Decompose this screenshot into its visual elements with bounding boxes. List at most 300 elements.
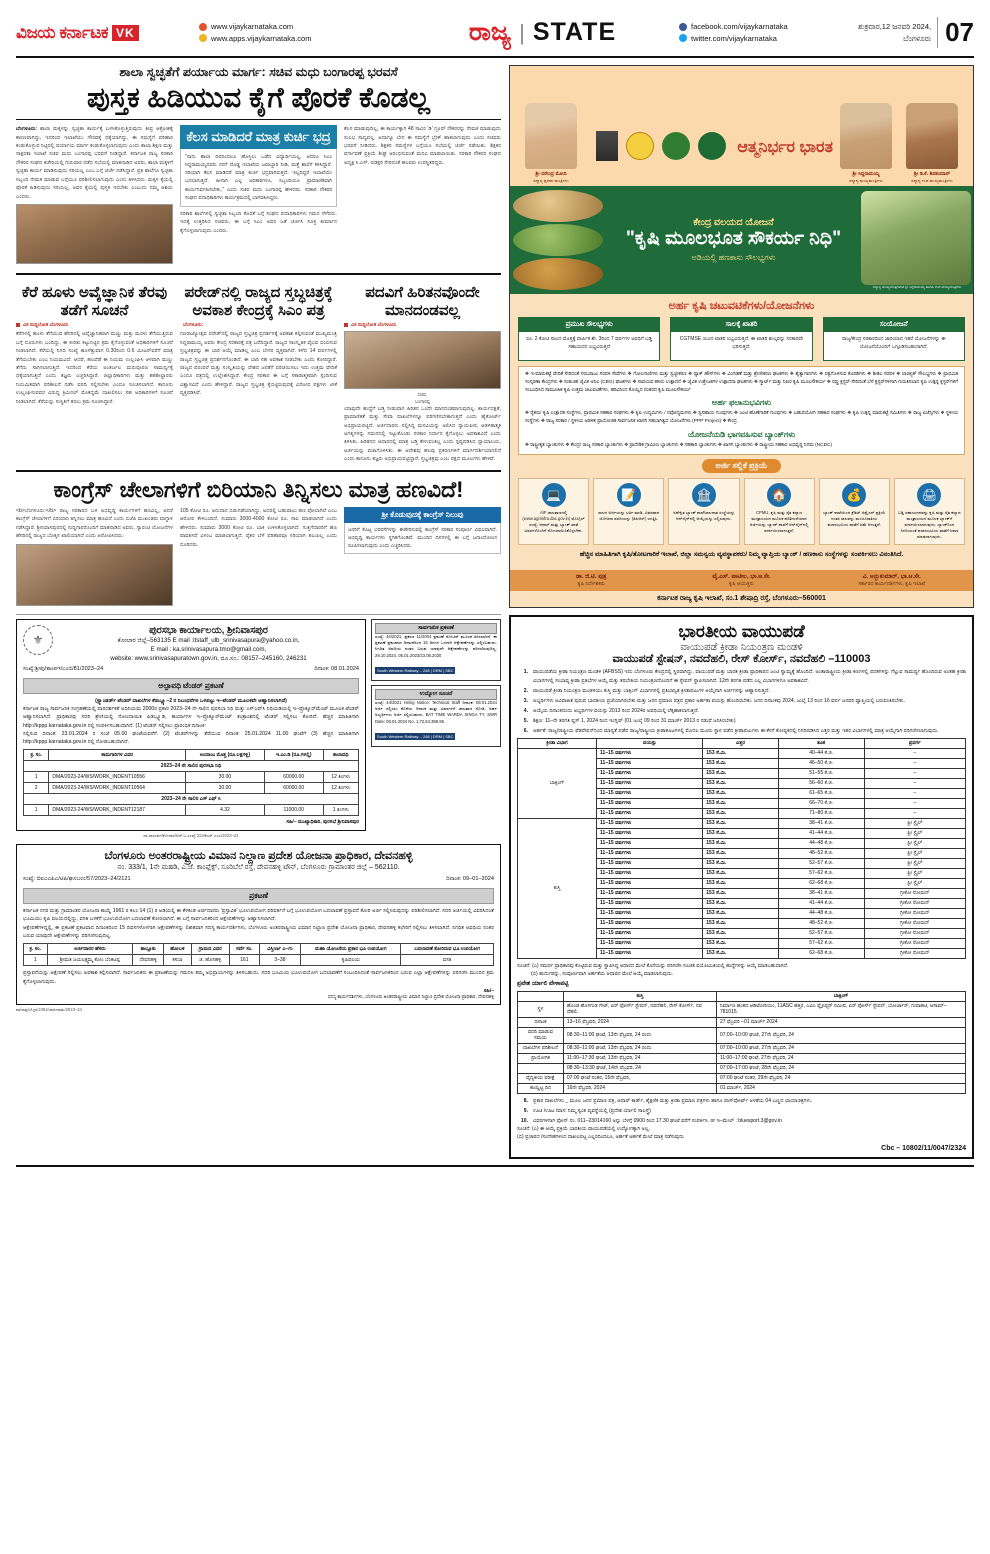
table-row: [518, 1001, 966, 1017]
airforce-subtitle-1: ವಾಯುಪಡೆ ಕ್ರೀಡಾ ನಿಯಂತ್ರಣ ಮಂಡಳಿ: [680, 642, 803, 654]
apps-url: www.apps.vijaykarnataka.com: [211, 33, 312, 43]
table-group-label: 2023–24 ನೇ ಸಾಲಿನ ಪುರಸಭಾ ನಿಧಿ: [24, 761, 359, 772]
leader-0-photo: [525, 103, 577, 169]
table-cell: 60000.00: [264, 783, 323, 794]
table-cell: ಪ್ರಾಯೋಗಿಕ: [518, 1053, 564, 1063]
airforce-subtitle-2: ವಾಯುಪಡೆ ಸ್ಟೇಷನ್, ನವದೆಹಲಿ, ರೇಸ್ ಕೋರ್ಸ್, ನವದೆಹಲಿ –110003: [612, 653, 871, 666]
ad-cm-photo: [861, 191, 971, 285]
table-cell: ಫ್ರೀ ಸ್ಟೈಲ್: [864, 848, 965, 858]
scheme-title: "ಕೃಷಿ ಮೂಲಭೂತ ಸೌಕರ್ಯ ನಿಧಿ": [625, 228, 842, 250]
table-row: [24, 955, 494, 966]
banks-head: ಯೋಜನೆಯಡಿ ಭಾಗವಹಿಸುವ ಬ್ಯಾಂಕ್‌ಗಳು: [687, 429, 796, 439]
airforce-points: [517, 668, 966, 734]
publication-logo[interactable]: [16, 23, 191, 43]
table-cell: 11–15 ವರ್ಷಗಳು: [597, 758, 703, 768]
sport-category-cell: ಬಾಕ್ಸಿಂಗ್: [518, 748, 597, 818]
story5-col-3: [344, 507, 501, 609]
bullet-icon: [16, 323, 20, 327]
table-cell: ಗ್ರೀಕೋ ರೋಮನ್: [864, 918, 965, 928]
table-cell: 11–15 ವರ್ಷಗಳು: [597, 878, 703, 888]
lead-story-headline: ಪುಸ್ತಕ ಹಿಡಿಯುವ ಕೈಗೆ ಪೊರಕೆ ಕೊಡಲ್ಲ: [16, 82, 501, 120]
website-links: [191, 21, 406, 44]
table-cell: DMA/2023-24/WS/WORK_INDENT12187: [49, 805, 186, 816]
table-cell: ಫ್ರೀ ಸ್ಟೈಲ್: [864, 818, 965, 828]
leader-1-name: ಶ್ರೀ ಸಿದ್ದರಾಮಯ್ಯ: [852, 171, 880, 178]
officer-2-designation: ಸರ್ಕಾರದ ಕಾರ್ಯದರ್ಶಿಗಳು, ಕೃಷಿ ಇಲಾಖೆ: [858, 581, 926, 588]
process-step-5-text: ಬಡ್ಡಿ ಸಹಾಯಧನವನ್ನು ಕೃಷಿ ಮತ್ತು ರೈತ ಕಲ್ಯಾಣ ಮಂತ್ರಾಲಯದ ಮೂಲಕ ಬ್ಯಾಂಕ್‌ಗೆ ವರ್ಗಾಯಿಸಲಾಗುವುದು. ಬ್ಯಾಂಕ್‌ನಿಂದ ನಿಗದಿಯಂತೆ ಫಲಾನುಭವಿಯ ಖಾತೆಗೆ ಜಮಾ ಮಾಡಲಾಗುವುದು.: [898, 509, 961, 539]
story3-text: ಗಣರಾಜ್ಯೋತ್ಸವ ಪರೇಡ್‌ನಲ್ಲಿ ರಾಜ್ಯದ ಸ್ತಬ್ಧಚಿತ್ರ ಪ್ರದರ್ಶನಕ್ಕೆ ಅವಕಾಶ ಕಲ್ಪಿಸುವಂತೆ ಮುಖ್ಯಮಂತ್ರಿ ಸಿದ್ದರಾಮಯ್ಯ ಅವರು ಕೇಂದ್ರ ಸರಕಾರಕ್ಕೆ ಪತ್ರ ಬರೆದಿದ್ದಾರೆ. ರಾಜ್ಯದ ಸಾಂಸ್ಕೃತಿಕ ವೈಭವ ಬಿಂಬಿಸುವ ಸ್ತಬ್ಧಚಿತ್ರವನ್ನು ಈ ಬಾರಿ ಆಯ್ಕೆ ಮಾಡಿಲ್ಲ ಎಂಬ ಬೇಸರ ವ್ಯಕ್ತವಾಗಿದೆ. ಕಳೆದ 14 ವರ್ಷಗಳಲ್ಲಿ ರಾಜ್ಯದ ಸ್ತಬ್ಧಚಿತ್ರ ಪ್ರದರ್ಶನಗೊಂಡಿದೆ. ಈ ಬಾರಿ ಸಹ ಅವಕಾಶ ನೀಡಬೇಕು ಎಂದು ಕೋರಿದ್ದಾರೆ. ರಾಜ್ಯದ ಪರಂಪರೆ ಮತ್ತು ಸಂಸ್ಕೃತಿಯನ್ನು ದೇಶದ ಜನತೆಗೆ ಪರಿಚಯಿಸಲು ಇದು ಉತ್ತಮ ವೇದಿಕೆ ಎಂದೂ ಪತ್ರದಲ್ಲಿ ಉಲ್ಲೇಖಿಸಿದ್ದಾರೆ. ಕೇಂದ್ರ ಸರಕಾರ ಈ ಬಗ್ಗೆ ಸಕಾರಾತ್ಮಕವಾಗಿ ಸ್ಪಂದಿಸುವ ವಿಶ್ವಾಸವಿದೆ ಎಂದು ಹೇಳಿದ್ದಾರೆ. ರಾಜ್ಯದ ಸ್ತಬ್ಧಚಿತ್ರ ಕೈಬಿಟ್ಟಿರುವುದಕ್ಕೆ ವಿರೋಧ ಪಕ್ಷಗಳು ಟೀಕೆ ವ್ಯಕ್ತಪಡಿಸಿವೆ.: [180, 331, 337, 397]
table-row: [24, 783, 359, 794]
ad-cm-photo-wrap: [861, 191, 973, 290]
section-title-english: STATE: [532, 18, 617, 46]
table-cell: –: [864, 748, 965, 758]
table-cell: 153 ಸೆ.ಮಿ.: [703, 928, 778, 938]
facebook-link[interactable]: [679, 21, 854, 33]
table-cell: 08:30–11:00 ಘಂಟೆ, 13ನೇ ಫೆಬ್ರವರಿ, 24 ರಂದು: [563, 1027, 716, 1043]
table-cell: ಹೊಂಡ ಹೊಸಗುಡ ಗೇಟ್, ಏರ್ ಫೋರ್ಸ್ ಸ್ಟೇಷನ್, ನವದೆಹಲಿ, ರೇಸ್ ಕೋರ್ಸ್, ನವ ದೆಹಲಿ.: [563, 1001, 716, 1017]
website-link-main[interactable]: [199, 21, 406, 33]
table-cell: 153 ಸೆ.ಮಿ.: [703, 918, 778, 928]
minister-photo: [16, 204, 173, 264]
story4-photo: [344, 331, 501, 389]
table-row: [518, 1017, 966, 1027]
tender-header: [23, 625, 359, 664]
table-cell: 40–44 ಕೆ.ಜಿ.: [778, 748, 864, 758]
table-cell: 41–44 ಕೆ.ಜಿ.: [778, 898, 864, 908]
table-cell: ಫ್ರೀ ಸ್ಟೈಲ್: [864, 878, 965, 888]
table-cell: 11–15 ವರ್ಷಗಳು: [597, 828, 703, 838]
table-cell: ಗ್ರೀಕೋ ರೋಮನ್: [864, 938, 965, 948]
airforce-trial-title: ಪ್ರವೇಶ ರ್ಯಾಲಿ ವೇಳಾಪಟ್ಟಿ: [517, 980, 569, 987]
table-cell: 11–15 ವರ್ಷಗಳು: [597, 898, 703, 908]
facebook-icon: [679, 23, 687, 31]
bullet-icon: [344, 323, 348, 327]
table-cell: 57–62 ಕೆ.ಜಿ.: [778, 868, 864, 878]
twitter-url: twitter.com/vijaykarnataka: [691, 33, 777, 43]
table-cell: 44–48 ಕೆ.ಜಿ.: [778, 908, 864, 918]
leader-0-designation: ಸನ್ಮಾನ್ಯ ಪ್ರಧಾನ ಮಂತ್ರಿಗಳು: [533, 177, 569, 183]
table-header-cell: ಕ್ರ. ಸಂ.: [24, 750, 49, 761]
af-table2-body: [518, 1001, 966, 1093]
table-cell: 153 ಸೆ.ಮಿ.: [703, 848, 778, 858]
ad-details-band: [510, 294, 973, 570]
table-cell: 52–57 ಕೆ.ಜಿ.: [778, 858, 864, 868]
airforce-eligibility-table: [517, 738, 966, 959]
table-group-row: [24, 761, 359, 772]
airport-body-2: ಆಕ್ಷೇಪಣೆಗಳಿದ್ದಲ್ಲಿ, ಈ ಪ್ರಕಟಣೆ ಪ್ರಕಟವಾದ ದಿನಾಂಕದಿಂದ 15 ದಿವಸಗಳೊಳಗಾಗಿ ಆಕ್ಷೇಪಣೆಗಳನ್ನು ಲಿಖಿತವಾಗಿ ಸದಸ್ಯ ಕಾರ್ಯದರ್ಶಿಗಳು, ಬೆಂಗಳೂರು ಅಂತರರಾಷ್ಟ್ರೀಯ ವಿಮಾನ ನಿಲ್ದಾಣ ಪ್ರದೇಶ ಯೋಜನಾ ಪ್ರಾಧಿಕಾರ, ದೇವನಹಳ್ಳಿ ಕಛೇರಿಗೆ ಸಲ್ಲಿಸಲು ತಿಳಿಸಲಾಗಿದೆ. ನಿಗಧಿತ ಅವಧಿಯ ನಂತರ ಬರುವ ಯಾವುದೇ ಆಕ್ಷೇಪಣೆಗಳನ್ನು ಪರಿಗಣಿಸುವುದಿಲ್ಲ.: [23, 924, 494, 939]
story3-byline: ಬೆಂಗಳೂರು:: [183, 322, 204, 329]
table-cell: 61–65 ಕೆ.ಜಿ.: [778, 788, 864, 798]
money-bag-icon: 💰: [842, 483, 866, 507]
table-group-row: [24, 794, 359, 805]
ad-photo-3: [513, 258, 603, 290]
table-header-cell: ತಾಲ್ಲೂಕು: [133, 944, 164, 955]
tender-band-title: ಅಲ್ಪಾವಧಿ ಟೆಂಡರ್ ಪ್ರಕಟಣೆ: [23, 678, 359, 694]
story5-col1-text: <b>ಬೆಂಗಳೂರು:</b> ರಾಜ್ಯ ಸರಕಾರದ ಬಳಿ ಅಭಿವೃದ್ಧಿ ಕಾರ್ಯಗಳಿಗೆ ಹಣವಿಲ್ಲ, ಆದರೆ ಕಾಂಗ್ರೆಸ್ ಚೇಲಾಗಳಿಗೆ ಬಿರಿಯಾನಿ ತಿನ್ನಿಸಲು ಮಾತ್ರ ಹಣವಿದೆ ಎಂದು ಬಿಜೆಪಿ ಮುಖಂಡರು ವಾಗ್ದಾಳಿ ನಡೆಸಿದ್ದಾರೆ. ಶ್ರೀನಿವಾಸಪುರದಲ್ಲಿ ಸುದ್ದಿಗಾರರೊಂದಿಗೆ ಮಾತನಾಡಿದ ಅವರು, ಗ್ಯಾರಂಟಿ ಯೋಜನೆಗಳ ಹೆಸರಿನಲ್ಲಿ ರಾಜ್ಯದ ಬೊಕ್ಕಸ ಖಾಲಿಯಾಗಿದೆ ಎಂದು ಆರೋಪಿಸಿದರು.: [16, 507, 173, 540]
ad-contact-note: ಹೆಚ್ಚಿನ ಮಾಹಿತಿಗಾಗಿ ಕೃಷಿ/ತೋಟಗಾರಿಕೆ ಇಲಾಖೆ, ಜಿಲ್ಲಾ ಸಮನ್ವಯ ವ್ಯವಸ್ಥಾಪಕರು/ ನಿಮ್ಮ ವ್ಯಾಪ್ತಿಯ ಬ್ಯಾಂಕ್ / ಹಣಕಾಸು ಸಂಸ್ಥೆಗಳನ್ನು ಸಂಪರ್ಕಿಸಲು ವಿನಂತಿಸಿದೆ.: [579, 551, 904, 559]
table-cell: 11–15 ವರ್ಷಗಳು: [597, 928, 703, 938]
table-cell: 4.32: [186, 805, 265, 816]
table-cell: 66–70 ಕೆ.ಜಿ.: [778, 798, 864, 808]
table-cell: 62–68 ಕೆ.ಜಿ.: [778, 878, 864, 888]
table-cell: 51–55 ಕೆ.ಜಿ.: [778, 768, 864, 778]
section-divider: |: [519, 19, 525, 45]
notices-row: [16, 619, 501, 839]
table-cell: ಕೃಷಿವಲಯ: [301, 955, 401, 966]
story2: [16, 280, 173, 464]
leader-2-name: ಶ್ರೀ ಡಿ.ಕೆ. ಶಿವಕುಮಾರ್: [913, 171, 951, 178]
table-cell: –: [864, 758, 965, 768]
airforce-points-2: [517, 1097, 966, 1125]
story4-headline: ಪದವಿಗೆ ಹಿರಿತನವೊಂದೇ ಮಾನದಂಡವಲ್ಲ: [365, 283, 480, 319]
ad-scheme-band: [510, 186, 973, 294]
table-cell: 30.00: [186, 783, 265, 794]
table-cell: 153 ಸೆ.ಮಿ.: [703, 798, 778, 808]
table-cell: ವೈದ್ಯಕೀಯ ಪರೀಕ್ಷೆ: [518, 1073, 564, 1083]
benefit-hex-0-head: ಪ್ರಮುಖ ಸೌಲಭ್ಯಗಳು: [519, 318, 659, 332]
airport-table-header-row: [24, 944, 494, 955]
table-cell: 153 ಸೆ.ಮಿ.: [703, 748, 778, 758]
airport-sign: ಸಹಿ/–: [483, 987, 494, 994]
left-column: [16, 65, 501, 1159]
ad-emblems: [584, 131, 737, 183]
table-row: [518, 1083, 966, 1093]
airforce-point-1: 2. ವಾಯುಪಡೆ ಕ್ರೀಡಾ ನಿಯಂತ್ರಣ ಮಂಡಳಿಯು ಕುಸ್ತಿ ಮತ್ತು ಬಾಕ್ಸಿಂಗ್ ವಿಭಾಗಗಳಲ್ಲಿ ಪ್ರತಿಭಾನ್ವಿತ ಕ್ರೀಡಾಪಟುಗಳ ಆಯ್ಕೆಗಾಗಿ ಅರ್ಜಿಗಳನ್ನು ಆಹ್ವಾನಿಸುತ್ತದೆ.: [523, 687, 770, 694]
table-header-cell: ಎತ್ತರ: [703, 738, 778, 748]
table-cell: 12 ತಿಂಗಳು: [323, 772, 358, 783]
logo-badge: VK: [112, 25, 139, 41]
social-links: [679, 21, 854, 44]
table-cell: 11–15 ವರ್ಷಗಳು: [597, 848, 703, 858]
sport-category-cell: ಕುಸ್ತಿ: [518, 818, 597, 958]
table-cell: 153 ಸೆ.ಮಿ.: [703, 948, 778, 958]
table-cell: 153 ಸೆ.ಮಿ.: [703, 878, 778, 888]
ad-photo-caption: ಸನ್ಮಾನ್ಯ ಮುಖ್ಯಮಂತ್ರಿಗಳಾದ ಶ್ರೀ ಸಿದ್ದರಾಮಯ್ಯ ಹಾಗೂ ಉಪ ಮುಖ್ಯಮಂತ್ರಿಗಳು: [872, 284, 962, 289]
municipal-tender-notice: [16, 619, 366, 839]
benefit-hex-0-body: ರೂ. 2 ಕೋಟಿ ಸಾಲದ ಮೊತ್ತಕ್ಕೆ ವಾರ್ಷಿಕ ಶೇ. 3ರಿಂದ 7 ವರ್ಷಗಳ ಅವಧಿಗೆ ಬಡ್ಡಿ ಸಹಾಯಧನ ಲಭ್ಯವಿರುತ್ತದೆ: [526, 336, 653, 350]
table-cell: 1: [24, 772, 49, 783]
table-cell: 11–15 ವರ್ಷಗಳು: [597, 948, 703, 958]
table-cell: ಫ್ರೀ ಸ್ಟೈಲ್: [864, 828, 965, 838]
divider: [16, 273, 501, 275]
table-cell: 1: [24, 955, 48, 966]
table-cell: 38–41 ಕೆ.ಜಿ.: [778, 888, 864, 898]
table-header-cell: ಕಾಲಾವಧಿ: [323, 750, 358, 761]
table-cell: 11–15 ವರ್ಷಗಳು: [597, 938, 703, 948]
tender-signoff: ಸಹಿ/– ಮುಖ್ಯಾಧಿಕಾರಿ, ಪುರಸಭೆ ಶ್ರೀನಿವಾಸಪುರ: [286, 819, 359, 826]
table-cell: 153 ಸೆ.ಮಿ.: [703, 788, 778, 798]
section-title: [406, 18, 679, 47]
table-cell: 153 ಸೆ.ಮಿ.: [703, 908, 778, 918]
table-cell: ದಾಖಲೆಗಳ ಪರಿಶೀಲನೆ: [518, 1043, 564, 1053]
officer-2-name: ವಿ. ಅನ್ಬುಕುಮಾರ್, ಭಾ.ಆ.ಸೇ.: [862, 574, 921, 581]
divider-2: [16, 470, 501, 472]
table-header-cell: ವಯಸ್ಸು: [597, 738, 703, 748]
tender-contact-3: website: www.srinivasapuratown.gov.in, ದೂ.ಸಂ.: 08157–245160, 246231: [110, 655, 307, 663]
date-page-block: [854, 17, 974, 48]
table-cell: 07:00–10:00 ಘಂಟೆ, 27ನೇ ಫೆಬ್ರವರಿ, 24: [716, 1043, 965, 1053]
globe-icon: [199, 23, 207, 31]
story5-box: [344, 523, 501, 554]
table-cell: ವಸತಿ: [401, 955, 494, 966]
table-row: [518, 818, 966, 828]
officer-1-designation: ಕೃಷಿ ಆಯುಕ್ತರು: [728, 581, 755, 588]
ad-photo-1: [513, 190, 603, 222]
eligible-activities-title: ಅರ್ಹ ಕೃಷಿ ಚಟುವಟಿಕೆಗಳು/ಯೋಜನೆಗಳು: [668, 300, 815, 312]
table-cell: 11–15 ವರ್ಷಗಳು: [597, 808, 703, 818]
website-link-apps[interactable]: [199, 33, 406, 45]
lead-story-columns: [16, 125, 501, 267]
table-cell: 153 ಸೆ.ಮಿ.: [703, 768, 778, 778]
activities-text: ❖ ಇ-ಮಾರುಕಟ್ಟೆ ವೇದಿಕೆ ಸೇರಿದಂತೆ ಸರಬರಾಜು ಸರಪಳಿ ಸೇವೆಗಳು ❖ ಗೋಲಗಾಣಿಗಳು ಮತ್ತು ಸ್ವಚ್ಛೀಕರಣ ❖ ಪ್ಯಾಕ್ ಹೌಸ್‌ಗಳು ❖ ವಿಂಗಡಣೆ ಮತ್ತು ಶ್ರೇಣೀಕರಣ ಘಟಕಗಳು ❖ ಶೈತ್ಯಾಗಾರಗಳು ❖ ಪಕ್ವಗೊಳಿಸುವ ಕೊಠಡಿಗಳು ❖ ಶೀತಲ ಸರಪಳಿ ❖ ಲಾಜಿಸ್ಟಿಕ್ ಸೌಲಭ್ಯಗಳು ❖ ಪ್ರಾಥಮಿಕ ಸಂಸ್ಕರಣಾ ಕೇಂದ್ರಗಳು ❖ ಸಂಕುಚಿತ ಜೈವಿಕ ಅನಿಲ (CBG) ಘಟಕಗಳು ❖ ಸಾವಯವ ಹಸಿರು ಉತ್ಪಾದನೆ ❖ ಜೈವಿಕ ಉತ್ತೇಜಕಗಳ ಉತ್ಪಾದನಾ ಘಟಕಗಳು ❖ ಸ್ಮಾರ್ಟ್ ಮತ್ತು ನಿಖರ ಕೃಷಿ ಮೂಲಸೌಕರ್ಯ ❖ ರಫ್ತು ಕ್ಲಸ್ಟರ್ ಸೇರಿದಂತೆ ಬೆಳೆ ಕ್ಲಸ್ಟರ್‌ಗಳಿಗಾಗಿ ಗುರುತಿಸಲಾದ ಕೃಷಿ ಉತ್ಪನ್ನ ಕ್ಲಸ್ಟರ್‌ಗಳಿಗೆ ಸಂಬಂಧಿಸಿದ ಸಾಮೂಹಿಕ ಕೃಷಿ ಉತ್ತಮ ಚಟುವಟಿಕೆಗಳು, ಹರಿವಿನಿಂದ ಕೊಯ್ಲಿನ ನಂತರದ ಕೃಷಿ ಮೂಲಸೌಕರ್ಯ: [525, 372, 958, 393]
table-cell: ಫ್ರೀ ಸ್ಟೈಲ್: [864, 858, 965, 868]
page-number: 07: [937, 17, 974, 48]
table-header-cell: ಸರ್ವೆ ಸಂ.: [229, 944, 259, 955]
table-cell: ಕಾಯ್ದಿಟ್ಟ ದಿನ: [518, 1083, 564, 1093]
table-cell: 11000.00: [264, 805, 323, 816]
table-cell: 153 ಸೆ.ಮಿ.: [703, 818, 778, 828]
benefit-hex-1-head: ಸಾಲಕ್ಕೆ ಖಾತರಿ: [671, 318, 811, 332]
table-cell: 11–15 ವರ್ಷಗಳು: [597, 768, 703, 778]
tender-body-1: ಕರ್ನಾಟಕ ರಾಜ್ಯ ಸಾರ್ವಜನಿಕ ಸಂಗ್ರಹಣೆಯಲ್ಲಿ ಪಾರದರ್ಶಕತೆ ಅಧಿನಿಯಮ 2000ರ ಪ್ರಕಾರ 2023–24 ನೇ ಸಾಲಿನ ಪುರಸಭಾ ನಿಧಿ ಮತ್ತು ಎಸ್‌ಎಫ್‌ಸಿ ನಿಧಿಯಡಿಯಲ್ಲಿ ಇ–ಪ್ರೊಕ್ಯೂರ್‌ಮೆಂಟ್ ಮೂಲಕ ಟೆಂಡರ್ ಆಹ್ವಾನಿಸಲಾಗಿದೆ. ಪ್ರಾಧಿಕಾರವು ಸದರಿ ಶ್ರೇಣಿಯಲ್ಲಿ ನೋಂದಾಯಿತ ಪಿಡಬ್ಲ್ಯೂಡಿ, ಕಾರ್ಯಾಗಳ ಇ–ಪ್ರೊಕ್ಯೂರ್‌ಮೆಂಟ್ ತಂತ್ರಾಂಶದಲ್ಲಿ ಟೆಂಡರ್ ಸಲ್ಲಿಸಲು ಕೋರಿದೆ. ಹೆಚ್ಚಿನ ಮಾಹಿತಿಗಾಗಿ http://kppp.karnataka.gov.in ನಲ್ಲಿ ಸಂಪರ್ಕಿಸಬಹುದಾಗಿದೆ. (1) ಟೆಂಡರ್ ಸಲ್ಲಿಸಲು ಪ್ರಾರಂಭಿಕ ದಿನಾಂಕ:: [23, 705, 359, 729]
table-cell: 153 ಸೆ.ಮಿ.: [703, 838, 778, 848]
table-cell: ಗ್ರೀಕೋ ರೋಮನ್: [864, 888, 965, 898]
table-cell: –: [864, 798, 965, 808]
table-cell: 11–15 ವರ್ಷಗಳು: [597, 788, 703, 798]
process-step-3-text: CPMU, ಕೃಷಿ ಮತ್ತು ರೈತ ಕಲ್ಯಾಣ ಮಂತ್ರಾಲಯದ ಮೂಲಕ ಪರಿಶೀಲನೆಯಾದ ಅರ್ಜಿಯನ್ನು ಬ್ಯಾಂಕ್ ಶಾಖೆಗೆ ಆನ್‌ಲೈನ್‌ನಲ್ಲಿ ವರ್ಗಾಯಿಸಲಾಗುತ್ತದೆ.: [749, 509, 809, 533]
airforce-final-note-b: (ಬಿ) ಪ್ರಚಾರದ /ಸಂದೇಹಗಳಿಂದ ದಾಖಲಪಟ್ಟ ಎಲ್ಲರದಿಂದಲೂ, ಅರ್ಹತೆ ಅರ್ಹತೆ ಮೇಲೆ ಮಾತ್ರ ನಡೆಸುವುದು: [517, 1133, 684, 1140]
airforce-cbc-reference: Cbc – 10802/11/0047/2324: [881, 1144, 966, 1152]
story5-col2-text: 105 ಕೋಟಿ ರೂ. ಅನುದಾನ ಬಿಡುಗಡೆಯಾಗಿದ್ದು, ಅದರಲ್ಲಿ ಬಹುಪಾಲು ಹಣ ಪೋಲಾಗಿದೆ ಎಂಬ ಆರೋಪ ಕೇಳಿಬಂದಿದೆ. ಸುಮಾರು 3000-4000 ಕೋಟಿ ರೂ. ಸಾಲ ಮಾಡಲಾಗಿದೆ ಎಂದು ಹೇಳಿದರು. ಸುಮಾರು 3000 ಕೋಟಿ ರೂ. ಬಾಕಿ ಉಳಿಸಿಕೊಳ್ಳಲಾಗಿದೆ. ಗುತ್ತಿಗೆದಾರರಿಗೆ ಹಣ ಪಾವತಿಸದೆ ವಿಳಂಬ ಮಾಡಲಾಗುತ್ತಿದೆ. ರೈತರ ಬೆಳೆ ಪರಿಹಾರವೂ ಸರಿಯಾಗಿ ತಲುಪಿಲ್ಲ ಎಂದು ದೂರಿದರು.: [180, 507, 337, 548]
process-step-3: [744, 478, 815, 545]
atmanirbhar-slogan: ಆತ್ಮನಿರ್ಭರ ಭಾರತ: [737, 139, 833, 156]
table-cell: 11:00–17:00 ಘಂಟೆ, 27ನೇ ಫೆಬ್ರವರಿ, 24: [716, 1053, 965, 1063]
table-cell: 07:00–17:00 ಘಂಟೆ, 28ನೇ ಫೆಬ್ರವರಿ, 24: [716, 1063, 965, 1073]
table-cell: ನಿರ್ಮಾಣ ಹಂತದ ಆಡಿಟೋರಿಯಂ, 11ASC ಹತ್ತಿರ, ಎವಿಎ ಫ್ಲೈಸಿಫ್ಟರ್ ಸಮೀಪ, ಏರ್ ಫೋರ್ಸ್ ಸ್ಟೇಷನ್, ಬೋರ್ಜಾರ್, ಗುವಾಹಟಿ, ಆಸಾಮ್–781015.: [716, 1001, 965, 1017]
officer-2: [817, 574, 967, 587]
airforce-point-2: 3. ಅಭ್ಯರ್ಥಿಗಳು ಅವಿವಾಹಿತ ಪುರುಷ ಭಾರತೀಯ ಪ್ರಜೆಯಾಗಿರಬೇಕು ಮತ್ತು ಜನನ ಪ್ರಮಾಣ ಪತ್ರದ ಪ್ರಕಾರ ಅರ್ಹತಾ ವಯಸ್ಸು ಹೊಂದಿರಬೇಕು. ಜನನ ದಿನಾಂಕವು 2024, ಜುಲೈ 13 ರಿಂದ 16 ವರ್ಷ ಜನವರಿ ವ್ಯಾಪ್ತಿಯಲ್ಲಿ ಬರುವಂತಿರಬೇಕು.: [523, 697, 905, 704]
table-header-cell: ಪ್ರವರ್ಗ: [864, 738, 965, 748]
airforce-point2-0: 8. ಪ್ರಕಾರ ದಾಖಲೆಗಳು _ ಮೂಲ ಜನನ ಪ್ರಮಾಣ ಪತ್ರ, ಆಧಾರ್ ಕಾರ್ಡ್, ಶೈಕ್ಷಣಿಕ ಮತ್ತು ಕ್ರೀಡಾ ಪ್ರಮಾಣ ಪತ್ರಗಳು ಹಾಗೂ ಪಾಸ್‌ಪೋರ್ಟ್ ಅಳತೆಯ 04 ಬಣ್ಣದ ಛಾಯಾಚಿತ್ರಗಳು.: [523, 1097, 813, 1104]
story5-box-text: ಜನರಿಗೆ ಕೊಟ್ಟ ಭರವಸೆಗಳನ್ನು ಈಡೇರಿಸುವಲ್ಲಿ ಕಾಂಗ್ರೆಸ್ ಸರಕಾರ ಸಂಪೂರ್ಣ ವಿಫಲವಾಗಿದೆ. ಅಭಿವೃದ್ಧಿ ಕಾರ್ಯಗಳು ಸ್ಥಗಿತಗೊಂಡಿವೆ. ಮುಂದಿನ ದಿನಗಳಲ್ಲಿ ಈ ಬಗ್ಗೆ ಜನಾಂದೋಲನ ರೂಪಿಸಲಾಗುವುದು ಎಂದು ಎಚ್ಚರಿಸಿದರು.: [348, 526, 497, 550]
af-table1-body: [518, 748, 966, 958]
table-cell: 60000.00: [264, 772, 323, 783]
table-cell: 1: [24, 805, 49, 816]
table-cell: DMA/2023-24/WS/WORK_INDENT10556: [49, 772, 186, 783]
story5-photo: [16, 544, 173, 606]
table-cell: 1 ತಿಂಗಳು: [323, 805, 358, 816]
story5: [16, 477, 501, 609]
table-cell: ಗ್ರೀಕೋ ರೋಮನ್: [864, 948, 965, 958]
officer-0-designation: ಕೃಷಿ ನಿರ್ದೇಶಕರು: [577, 581, 605, 588]
table-cell: 11–15 ವರ್ಷಗಳು: [597, 778, 703, 788]
scheme-note: ಅಡಿಯಲ್ಲಿ ಹಣಕಾಸು ಸೌಲಭ್ಯಗಳು: [691, 252, 776, 262]
process-pill-label: ಅರ್ಜಿ ಸಲ್ಲಿಕೆ ಪ್ರಕ್ರಿಯೆ: [702, 459, 782, 473]
secondary-stories: [16, 280, 501, 464]
table-cell: [518, 1063, 564, 1073]
airport-band-title: ಪ್ರಕಟಣೆ: [23, 888, 494, 904]
table-header-cell: [518, 991, 564, 1001]
airforce-trial-table: [517, 991, 966, 1094]
table-cell: 11–15 ವರ್ಷಗಳು: [597, 798, 703, 808]
table-cell: 11:00–17:30 ಘಂಟೆ, 13ನೇ ಫೆಬ್ರವರಿ, 24: [563, 1053, 716, 1063]
table-cell: ಕಸಬಾ: [164, 955, 191, 966]
tiny-notices-column: [371, 619, 501, 839]
table-cell: 38–41 ಕೆ.ಜಿ.: [778, 818, 864, 828]
process-step-2-text: ಅಪೇಕ್ಷಿತ ಬ್ಯಾಂಕ್ ಶಾಖೆ/ಸಾಲದಾತ ಸಂಸ್ಥೆಯನ್ನು ಆನ್‌ಲೈನ್‌ನಲ್ಲಿ ಆಯ್ಕೆಯನ್ನು ಸಲ್ಲಿಸುವುದು.: [673, 509, 735, 521]
table-cell: 11–15 ವರ್ಷಗಳು: [597, 868, 703, 878]
airforce-final-note-a: ಸೂಚನೆ: (ಎ) ಈ ಆಯ್ಕೆ ಪ್ರಕ್ರಿಯೆ ಭಾರತೀಯ ವಾಯುಪಡೆಯಲ್ಲಿ ಉದ್ಯೋಗಕ್ಕಾಗಿ ಅಲ್ಲ.: [517, 1125, 651, 1132]
leader-1: [833, 103, 899, 183]
table-cell: –: [864, 778, 965, 788]
table-cell: 153 ಸೆ.ಮಿ.: [703, 858, 778, 868]
table-row: [518, 1043, 966, 1053]
table-cell: ಶ್ರೀಮತಿ ಜಯಲಕ್ಷ್ಮಮ್ಮ ಕೋಂ ಬೆಂಕಟಪ್ಪ: [47, 955, 133, 966]
table-cell: 08:30–11:00 ಘಂಟೆ, 13ನೇ ಫೆಬ್ರವರಿ, 24 ರಂದು: [563, 1043, 716, 1053]
table-cell: 3–38: [259, 955, 301, 966]
tiny-notice-0-footer: South Western Railway – 248 | DRM | SBC: [377, 667, 454, 673]
table-cell: 56–60 ಕೆ.ಜಿ.: [778, 778, 864, 788]
bank-icon: 🏦: [692, 483, 716, 507]
banks-text: ❖ ರಾಷ್ಟ್ರೀಕೃತ ಬ್ಯಾಂಕುಗಳು ❖ ಕೇಂದ್ರ/ ರಾಜ್ಯ ಸರಕಾರಿ ಬ್ಯಾಂಕುಗಳು ❖ ಪ್ರಾದೇಶಿಕ ಗ್ರಾಮೀಣ ಬ್ಯಾಂಕುಗಳು ❖ ಸಹಕಾರಿ ಬ್ಯಾಂಕುಗಳು ❖ ಖಾಸಗಿ ಬ್ಯಾಂಕುಗಳು ❖ ರಾಷ್ಟ್ರೀಯ ಸಹಕಾರ ಅಭಿವೃದ್ಧಿ ನಿಗಮ (NCDC): [525, 442, 833, 448]
airforce-recruitment-notice: [509, 615, 974, 1158]
tender-table: [23, 749, 359, 816]
table-cell: 16ನೇ ಫೆಬ್ರವರಿ, 2024: [563, 1083, 716, 1093]
benefit-hex-1-body: CGTMSE ಯಿಂದ ಖಾತರಿ ಲಭ್ಯವಿರುತ್ತದೆ. ಈ ಖಾತರಿ ಶುಲ್ಕವನ್ನು ಸರಕಾರವೇ ಭರಿಸುತ್ತದೆ.: [679, 336, 804, 350]
lead-col-2: [180, 125, 337, 267]
table-cell: 46–50 ಕೆ.ಜಿ.: [778, 758, 864, 768]
officer-0: [516, 574, 666, 587]
table-header-cell: ಕಾಮಗಾರಿಗಳ ವಿವರ: [49, 750, 186, 761]
table-row: [518, 1027, 966, 1043]
story4-photo-caption: ಸಚಿವ, ಬಂಗಾರಪ್ಪ: [415, 392, 430, 404]
review-home-icon: 🏠: [767, 483, 791, 507]
tender-subtitle: (ಸ್ಟ್ಯಾಂಡರ್ಡ್ ಟೆಂಡರ್ ದಾಖಲೆಗಳ ಕೆಡಬ್ಲ್ಯೂ–2 ರ ನಿಬಂಧನೆಗಳ ಒಳಪಟ್ಟು ಇ–ಟೆಂಡರ್ ಮೂಲಕವೇ ಆಹ್ವಾನಿಸಲಾಗಿದೆ): [95, 697, 287, 704]
eligible-activities-list: [518, 366, 965, 455]
beneficiaries-head: ಅರ್ಹ ಫಲಾನುಭವಿಗಳು: [711, 398, 772, 408]
table-cell: 07:00 ಘಂಟೆ ನಂತರ, 29ನೇ ಫೆಬ್ರವರಿ, 24: [716, 1073, 965, 1083]
table-cell: 62–68 ಕೆ.ಜಿ.: [778, 948, 864, 958]
table-row: [24, 772, 359, 783]
table-group-label: 2023–24 ನೇ ಸಾಲಿನ ಎಸ್ ಎಫ್ ಸಿ: [24, 794, 359, 805]
af-table1-header-row: [518, 738, 966, 748]
table-cell: 48–52 ಕೆ.ಜಿ.: [778, 918, 864, 928]
twitter-link[interactable]: [679, 33, 854, 45]
tiny-notice-0-text: ಸಂಖ್ಯೆ: 44/2021, ಪ್ರಕರಣ 11/2004 ಪ್ರಕಟಣೆ ನೋಟಿಸ್ ಮೂಲಕ ತಿಳಿಸಲಾಗಿದೆ. ಈ ಪ್ರಕಟಣೆ ಪ್ರಕಟವಾದ ದಿನಾಂಕದಿಂದ 15 ದಿನಗಳ ಒಳಗಾಗಿ ಆಕ್ಷೇಪಣೆಗಳನ್ನು ಸಲ್ಲಿಸಬಹುದು. ನಿಗದಿತ ಅವಧಿಯ ನಂತರ ಬರುವ ಯಾವುದೇ ಆಕ್ಷೇಪಣೆಗಳನ್ನು ಪರಿಗಣಿಸುವುದಿಲ್ಲ. 29.10.2024, 05.01.2023/23.08.2020: [375, 633, 497, 658]
table-cell: 153 ಸೆ.ಮಿ.: [703, 888, 778, 898]
table-cell: 153 ಸೆ.ಮಿ.: [703, 938, 778, 948]
lead-col1-text: ಬೆಂಗಳೂರು: ಶಾಲಾ ಮಕ್ಕಳನ್ನು ಸ್ವಚ್ಛತಾ ಕಾರ್ಯಕ್ಕೆ ಬಳಸಿಕೊಳ್ಳುತ್ತಿರುವುದು ತೀವ್ರ ಆಕ್ರೋಶಕ್ಕೆ ಕಾರಣವಾಗಿದ್ದು, ಇದರಿಂದ ಇಲಾಖೆಯು ಗೌರವಕ್ಕೆ ಧಕ್ಕೆಯಾಗಿದ್ದು, ಈ ಸಮಸ್ಯೆಗೆ ಪರಿಹಾರ ಕಂಡುಕೊಳ್ಳುವ ನಿಟ್ಟಿನಲ್ಲಿ ಪರ್ಯಾಯ ಮಾರ್ಗ ಕಂಡುಕೊಳ್ಳಲಾಗುವುದು ಎಂದು ಶಾಲಾ ಶಿಕ್ಷಣ ಮತ್ತು ಸಾಕ್ಷರತಾ ಇಲಾಖೆ ಸಚಿವ ಮಧು ಬಂಗಾರಪ್ಪ ಭರವಸೆ ನೀಡಿದ್ದಾರೆ. ಕರ್ನಾಟಕ ರಾಜ್ಯ ಸರಕಾರಿ ನೌಕರರ ಸಂಘದ ಕಚೇರಿಯಲ್ಲಿ ಗುರುವಾರ ನಡೆದ ಸಭೆಯಲ್ಲಿ ಮಾತನಾಡಿದ ಅವರು, ಶಾಲಾ ಮಕ್ಕಳಿಗೆ ಸ್ವಚ್ಛತಾ ಕಾರ್ಯ ಮಾಡಿಸುವುದು ಸರಿಯಲ್ಲ ಎಂಬ ಬಗ್ಗೆ ಚರ್ಚೆ ನಡೆಸಿದ್ದಾರೆ. ಪ್ರತಿ ಶಾಲೆಗೂ ಸ್ವಚ್ಛತಾ ಸಿಬ್ಬಂದಿ ನೇಮಕ ಮಾಡುವ ಬಗ್ಗೆಯೂ ಪರಿಶೀಲಿಸಲಾಗುವುದು ಎಂದು ತಿಳಿಸಿದರು. ಮಕ್ಕಳ ಕೈಯಲ್ಲಿ ಪೊರಕೆ ಹಿಡಿಸುವುದು ಸರಿಯಲ್ಲ, ಅವರ ಕೈಯಲ್ಲಿ ಪುಸ್ತಕ ಇರಬೇಕು ಎಂಬುದು ನಮ್ಮ ಆಶಯ ಎಂದರು.: [16, 126, 173, 200]
tiny-notice-1-text: ಸಂಖ್ಯೆ: 44/2021 Hiring Notice: Technical Staff ದಿನಾಂಕ: 08.01.2024 ಅರ್ಜಿ ಸಲ್ಲಿಸಲು ಕೊನೆಯ ದಿನಾಂಕ ಮತ್ತು ವಿವರಗಳಿಗೆ ಜಾಲತಾಣ ನೋಡಿ. ಅರ್ಹ ಅಭ್ಯರ್ಥಿಗಳು ಅರ್ಜಿ ಸಲ್ಲಿಸಬಹುದು. BAT TIME WARDA SINGA TY, SWR Date: 08.01.2024 No. 1,72,64,398.95: [375, 699, 497, 724]
table-cell: –: [864, 808, 965, 818]
table-cell: DMA/2023-24/WS/WORK_INDENT10564: [49, 783, 186, 794]
tender-table-body: [24, 761, 359, 816]
process-step-4-text: ಬ್ಯಾಂಕ್ ಶಾಖೆಯಿಂದ ಕ್ರೆಡಿಟ್ ಅಪ್ರೈಸಲ್ ಪ್ರಕ್ರಿಯೆ ನಂತರ ಸಾಲವನ್ನು ಮಂಜೂರಾತಿಯ ಫಲಾನುಭವಿಯ ಖಾತೆಗೆ ಜಮೆ ಆಗುತ್ತದೆ.: [823, 509, 886, 527]
table-header-cell: ಹೋಬಳಿ: [164, 944, 191, 955]
table-row: [518, 1063, 966, 1073]
table-row: [518, 1073, 966, 1083]
tiny-notice-0: [371, 619, 501, 681]
ad-department-address: ಕರ್ನಾಟಕ ರಾಜ್ಯ ಕೃಷಿ ಇಲಾಖೆ, ಸಂ.1 ಶೇಷಾದ್ರಿ ರಸ್ತೆ, ಬೆಂಗಳೂರು–560001: [510, 591, 973, 607]
table-cell: 01 ಮಾರ್ಚ್, 2024: [716, 1083, 965, 1093]
facebook-url: facebook.com/vijaykarnataka: [691, 21, 788, 31]
tender-contact-1: ಕೋಲಾರ ಜಿಲ್ಲೆ–563135 E mail :itstaff_ulb_srinivasapura@yahoo.co.in,: [117, 636, 300, 644]
lead-col-1: [16, 125, 173, 267]
story5-box-heading: ಶ್ರೀ ಕೊಡುವುದಕ್ಕೆ ಕಾಂಗ್ರೆಸ್ ನಿಲುವು: [344, 507, 501, 523]
table-cell: ಫ್ರೀ ಸ್ಟೈಲ್: [864, 868, 965, 878]
apps-icon: [199, 34, 207, 42]
tender-reference: ಸಂಖ್ಯೆ:ಶ್ರೀಪು/ತಾಂಪಇ/ಎಂಬಿ/81/2023–24: [23, 665, 104, 672]
scheme-kicker: ಕೇಂದ್ರ ವಲಯದ ಯೋಜನೆ: [693, 217, 774, 229]
process-step-4: [819, 478, 890, 545]
process-steps: [518, 478, 965, 545]
table-cell: 07:00–10:00 ಘಂಟೆ, 27ನೇ ಫೆಬ್ರವರಿ, 24: [716, 1027, 965, 1043]
process-step-1: [593, 478, 664, 545]
tender-date: ದಿನಾಂಕ: 08.01.2024: [314, 665, 359, 672]
officer-1-name: ವೈ.ಎಸ್. ಪಾಟೀಲ, ಭಾ.ಆ.ಸೇ.: [712, 574, 771, 581]
table-cell: 11–15 ವರ್ಷಗಳು: [597, 918, 703, 928]
table-row: [518, 1053, 966, 1063]
officer-1: [666, 574, 816, 587]
airport-notice-address: ನಂ. 333/1, 1ನೇ ಮಹಡಿ, ಎ.ಜೆ. ಕಾಂಪ್ಲೆಕ್ಸ್, ಸೂರಿಬೆಲೆ ರಸ್ತೆ, ದೇವನಹಳ್ಳಿ ಟೌನ್, ಬೆಂಗಳೂರು ಗ್ರಾಮಾಂತರ ಜಿಲ್ಲೆ – 562110.: [117, 864, 400, 872]
table-header-cell: ಕ್ರ. ಸಂ.: [24, 944, 48, 955]
table-cell: 153 ಸೆ.ಮಿ.: [703, 758, 778, 768]
airport-table: [23, 943, 494, 966]
divider-3: [16, 614, 501, 615]
table-cell: 07:00 ಘಂಟೆ ನಂತರ, 15ನೇ ಫೆಬ್ರವರಿ,: [563, 1073, 716, 1083]
laptop-icon: 💻: [542, 483, 566, 507]
masthead: [16, 14, 974, 58]
airforce-point-5: 6. ಅರ್ಹತೆ: ರಾಜ್ಯ/ರಾಷ್ಟ್ರೀಯ ಫೆಡರೇಷನ್‌ನಿಂದ ಮಾನ್ಯತೆ ಪಡೆದ ರಾಜ್ಯ/ರಾಷ್ಟ್ರೀಯ ಕ್ರೀಡಾಕೂಟಗಳಲ್ಲಿ ಮೊದಲ ಮೂರು ಸ್ಥಾನ ಪಡೆದ ಕ್ರೀಡಾಪಟುಗಳು ಈ ಕೆಳಗೆ ಕೋಷ್ಟಕದಲ್ಲಿ ನಿಗದಿಪಡಿಸಿದ ಎತ್ತರ ಮತ್ತು ಇತರ ವಿಭಾಗಗಳಲ್ಲಿ ಮಾತ್ರ ಆಯ್ಕೆಗಾಗಿ ಪರಿಗಣಿಸಲಾಗುವುದು.: [523, 727, 939, 734]
table-cell: ಫ್ರೀ ಸ್ಟೈಲ್: [864, 838, 965, 848]
ad-officers-band: [510, 570, 973, 591]
ad-photo-strip: [510, 187, 606, 293]
table-header-cell: ಮಹಾ ಯೋಜನೆಯ ಪ್ರಕಾರ ಭೂ ಉಪಯೋಗ: [301, 944, 401, 955]
ad-photo-2: [513, 224, 603, 256]
airport-date: ದಿನಾಂಕ: 09–01–2024: [446, 875, 494, 882]
story5-col-1: [16, 507, 173, 609]
airforce-title: ಭಾರತೀಯ ವಾಯುಪಡೆ: [678, 622, 805, 642]
table-header-cell: ಬದಲಾವಣೆ ಕೋರಿರುವ ಭೂ ಉಪಯೋಗ: [401, 944, 494, 955]
airport-ref-row: [23, 874, 494, 885]
airport-table-body: [24, 955, 494, 966]
karnataka-emblem-icon: [626, 132, 654, 160]
airport-reference: ಸಂಖ್ಯೆ: ಬಿಐಎಎಪಿಎ/ಟಿಪಿ/ಘೂಬಉ/57/2023–24/2121: [23, 875, 131, 882]
page-footer-rule: [16, 1165, 974, 1167]
right-column: [509, 65, 974, 1159]
leader-0: [518, 103, 584, 183]
benefit-hex-2: [823, 317, 965, 361]
airforce-point-4: 5. ಶಿಕ್ಷಣ: 11–ನೇ ತರಗತಿ ಪ್ಲಸ್ 1, 2024 ರಿಂದ ಇಂಗ್ಲಿಷ್ (01 ಜುಲೈ 09 ರಿಂದ 31 ಮಾರ್ಚ್ 2013 ರ ನಡುವೆ ಜನಿಸಿರಬೇಕು): [523, 717, 736, 724]
leader-0-name: ಶ್ರೀ ನರೇಂದ್ರ ಮೋದಿ: [535, 171, 567, 178]
table-cell: 41–44 ಕೆ.ಜಿ.: [778, 828, 864, 838]
table-cell: ದೇವನಹಳ್ಳಿ: [133, 955, 164, 966]
airforce-point-3: 4. ಆಯ್ಕೆಯ ದಿನಾಂಕದಂದು ಅಭ್ಯರ್ಥಿಗಳ ವಯಸ್ಸು 2013 ರಿಂದ 2024ರ ಅವಧಿಯಲ್ಲಿ ಲೆಕ್ಕಹಾಕಲಾಗುತ್ತದೆ.: [523, 707, 699, 714]
printer-icon: 🖨: [917, 483, 941, 507]
tiny-notice-0-head: ಸಾರ್ವಜನಿಕ ಪ್ರಕಟಣೆ: [375, 623, 497, 634]
airport-footer-ref: ವಾ/ಸಾಪ್ರ/ಬೆ.ಗ್ರಾ/2484/ಜಾಹೀರಾತು/2023–24: [16, 1006, 82, 1012]
lead-story-kicker: ಶಾಲಾ ಸ್ವಚ್ಛತೆಗೆ ಪರ್ಯಾಯ ಮಾರ್ಗ: ಸಚಿವ ಮಧು ಬಂಗಾರಪ್ಪ ಭರವಸೆ: [119, 65, 398, 79]
table-cell: 153 ಸೆ.ಮಿ.: [703, 898, 778, 908]
benefit-hex-0: [518, 317, 660, 361]
tiny-notice-1-head: ಉದ್ಯೋಗ ಸೂಚನೆ: [375, 689, 497, 700]
table-row: [24, 805, 359, 816]
story4-byline: ವಿಕ ಸುದ್ದಿಲೋಕ ಬೆಂಗಳೂರು: [344, 322, 501, 328]
twitter-icon: [679, 34, 687, 42]
story4: [344, 280, 501, 464]
table-cell: 12 ತಿಂಗಳು: [323, 783, 358, 794]
process-step-0: [518, 478, 589, 545]
